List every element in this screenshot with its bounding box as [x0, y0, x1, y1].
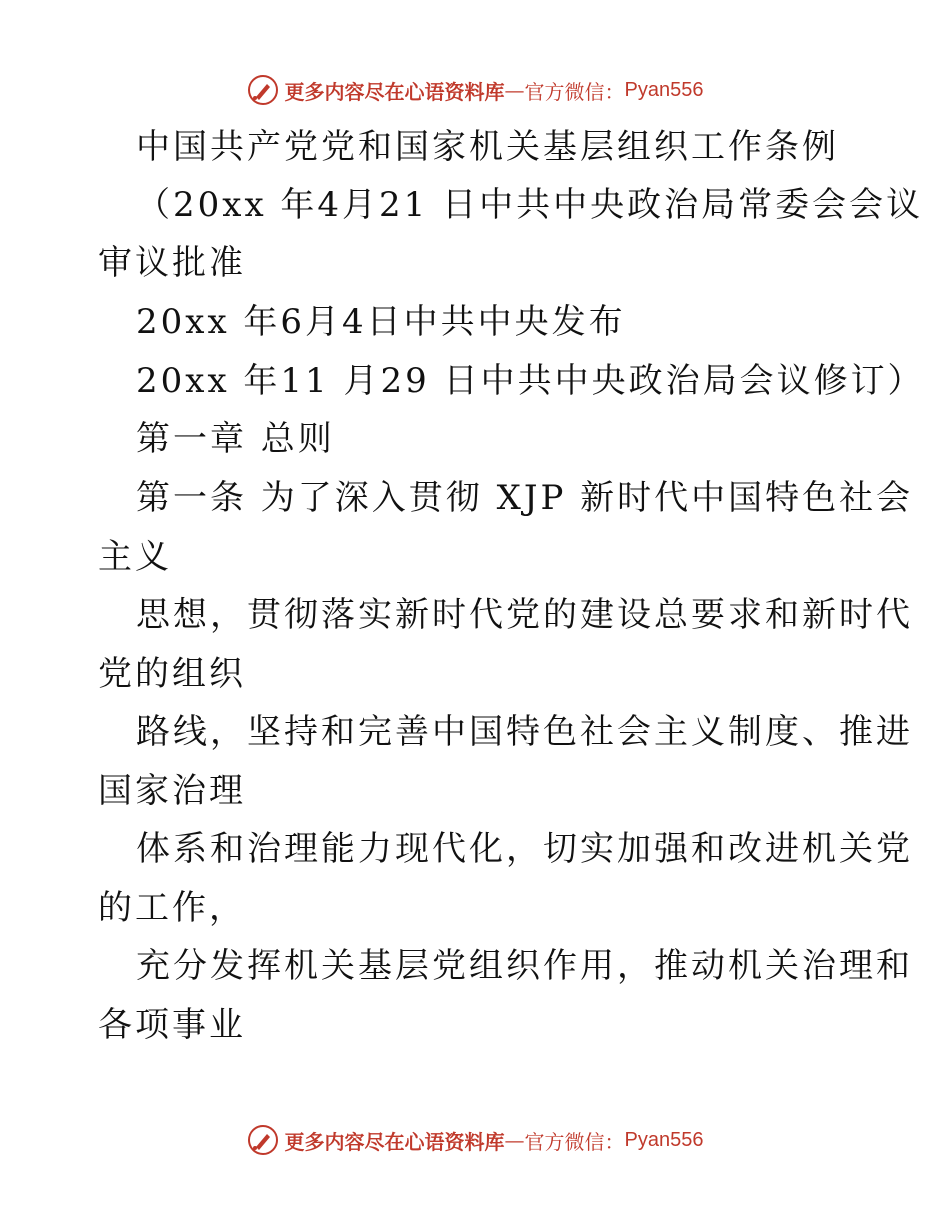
watermark-dash: — — [504, 1128, 525, 1152]
text-line: 主义 — [98, 537, 172, 577]
text-line: 思想，贯彻落实新时代党的建设总要求和新时代 — [136, 595, 913, 635]
text-line: 的工作， — [98, 888, 246, 928]
watermark-id: Pyan556 — [624, 1128, 704, 1151]
text-line: 各项事业 — [98, 1005, 246, 1045]
document-title: 中国共产党党和国家机关基层组织工作条例 — [136, 127, 839, 167]
watermark-brand: 更多内容尽在心语资料库 — [284, 79, 505, 104]
watermark-brand: 更多内容尽在心语资料库 — [284, 1129, 505, 1154]
pen-logo-icon — [247, 74, 279, 106]
text-line: 20xx 年11 月29 日中共中央政治局会议修订） — [136, 361, 925, 401]
watermark-dash: — — [504, 78, 525, 102]
watermark-id: Pyan556 — [624, 78, 704, 101]
text-line: 党的组织 — [98, 654, 246, 694]
text-line: 充分发挥机关基层党组织作用，推动机关治理和 — [136, 946, 913, 986]
text-line: 体系和治理能力现代化，切实加强和改进机关党 — [136, 829, 913, 869]
text-line: 国家治理 — [98, 771, 246, 811]
watermark-footer — [0, 1120, 950, 1160]
watermark-label: 官方微信： — [524, 1129, 625, 1154]
chapter-heading: 第一章 总则 — [136, 419, 335, 459]
pen-logo-icon — [247, 1124, 279, 1156]
text-line: 第一条 为了深入贯彻 XJP 新时代中国特色社会 — [136, 478, 914, 518]
text-line: 20xx 年6月4日中共中央发布 — [136, 302, 626, 342]
text-line: 路线，坚持和完善中国特色社会主义制度、推进 — [136, 712, 913, 752]
text-line: 审议批准 — [98, 243, 246, 283]
watermark-label: 官方微信： — [524, 79, 625, 104]
watermark-header — [0, 70, 950, 110]
text-line: （20xx 年4月21 日中共中央政治局常委会会议 — [136, 185, 924, 225]
